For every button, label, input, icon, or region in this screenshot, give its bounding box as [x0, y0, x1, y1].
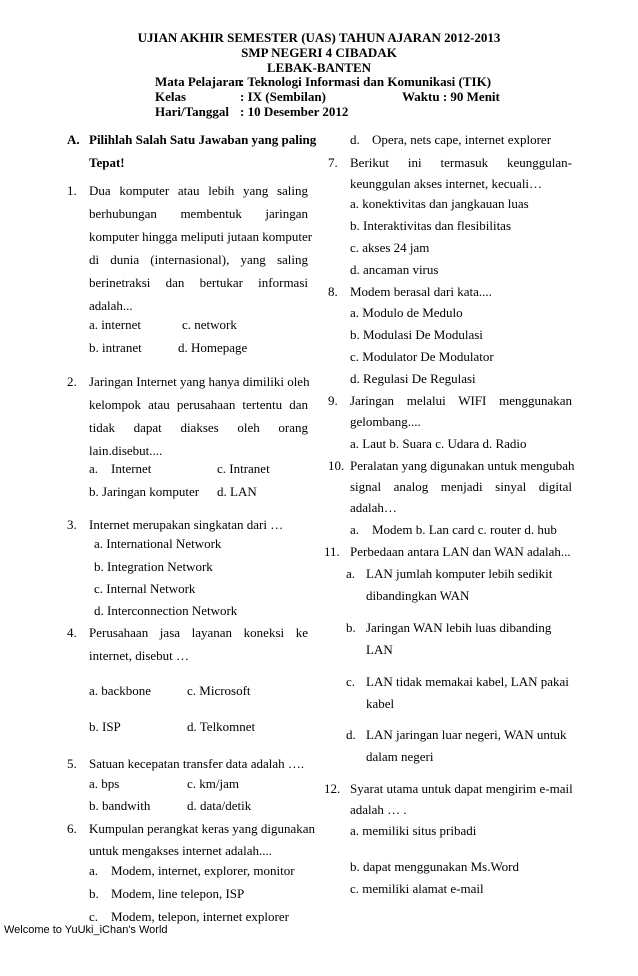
q7-option-a: a. konektivitas dan jangkauan luas: [350, 196, 529, 211]
q12-option-b: b. dapat menggunakan Ms.Word: [350, 859, 519, 874]
q3-stem: Internet merupakan singkatan dari …: [89, 517, 284, 532]
q10-stem-line: signal analog menjadi sinyal digital: [350, 479, 572, 494]
section-title-cont: Tepat!: [89, 155, 125, 170]
q3-number: 3.: [67, 517, 77, 532]
q2-number: 2.: [67, 374, 77, 389]
q2-option-b: b. Jaringan komputer: [89, 484, 200, 499]
section-title: Pilihlah Salah Satu Jawaban yang paling: [89, 132, 317, 147]
q4-stem-line: Perusahaan jasa layanan koneksi ke: [89, 625, 308, 640]
q4-number: 4.: [67, 625, 77, 640]
q1-stem-line: adalah...: [89, 298, 133, 313]
q4-option-a: a. backbone: [89, 683, 152, 698]
q11-option-a-cont: dibandingkan WAN: [366, 588, 470, 603]
q4-option-c: c. Microsoft: [187, 683, 251, 698]
q9-stem-line: Jaringan melalui WIFI menggunakan: [350, 393, 572, 408]
q6-option-b-letter: b.: [89, 886, 99, 901]
q11-option-a-letter: a.: [346, 566, 356, 581]
q5-number: 5.: [67, 756, 77, 771]
q1-stem-line: komputer hingga meliputi jutaan komputer: [89, 229, 313, 244]
school-name: SMP NEGERI 4 CIBADAK: [241, 45, 397, 60]
q1-stem-line: berhubungan membentuk jaringan: [89, 206, 308, 221]
q9-options: a. Laut b. Suara c. Udara d. Radio: [350, 436, 527, 451]
q1-stem-line: berinetraksi dan bertukar informasi: [89, 275, 308, 290]
date-label: Hari/Tanggal: [155, 104, 229, 119]
q11-option-c-cont: kabel: [366, 696, 395, 711]
q2-option-a: Internet: [111, 461, 152, 476]
q4-option-b: b. ISP: [89, 719, 121, 734]
q8-option-a: a. Modulo de Medulo: [350, 305, 463, 320]
q5-option-d: d. data/detik: [187, 798, 252, 813]
q4-option-d: d. Telkomnet: [187, 719, 256, 734]
q11-option-a: LAN jumlah komputer lebih sedikit: [366, 566, 553, 581]
q2-option-c: c. Intranet: [217, 461, 270, 476]
time-allotted: Waktu : 90 Menit: [402, 89, 500, 104]
q11-option-d-letter: d.: [346, 727, 356, 742]
q8-option-b: b. Modulasi De Modulasi: [350, 327, 483, 342]
exam-title: UJIAN AKHIR SEMESTER (UAS) TAHUN AJARAN 2012-2013: [137, 30, 501, 45]
q7-stem-line: Berikut ini termasuk keunggulan-: [350, 155, 572, 170]
q10-number: 10.: [328, 458, 345, 473]
q1-stem-line: Dua komputer atau lebih yang saling: [89, 183, 308, 198]
q7-option-b: b. Interaktivitas dan flesibilitas: [350, 218, 512, 233]
q2-stem-line: lain.disebut....: [89, 443, 163, 458]
q3-option-a: a. International Network: [94, 536, 222, 551]
q2-stem-line: kelompok atau perusahaan tertentu dan: [89, 397, 308, 412]
q1-option-d: d. Homepage: [178, 340, 248, 355]
q11-option-b-letter: b.: [346, 620, 356, 635]
q6-option-a: Modem, internet, explorer, monitor: [111, 863, 295, 878]
q6-option-c-letter: c.: [89, 909, 99, 924]
q2-option-a-letter: a.: [89, 461, 99, 476]
q5-stem: Satuan kecepatan transfer data adalah ….: [89, 756, 305, 771]
q3-option-c: c. Internal Network: [94, 581, 196, 596]
q8-stem: Modem berasal dari kata....: [350, 284, 492, 299]
class-label: Kelas: [155, 89, 187, 104]
q6-option-c: Modem, telepon, internet explorer: [111, 909, 289, 924]
q12-stem-line: adalah … .: [350, 802, 407, 817]
q6-stem-line: Kumpulan perangkat keras yang digunakan: [89, 821, 315, 836]
q2-option-d: d. LAN: [217, 484, 257, 499]
q12-stem-line: Syarat utama untuk dapat mengirim e-mail: [350, 781, 573, 796]
q6-option-d: Opera, nets cape, internet explorer: [372, 132, 552, 147]
q11-option-c-letter: c.: [346, 674, 356, 689]
q10-stem-line: Peralatan yang digunakan untuk mengubah: [350, 458, 575, 473]
q1-option-b: b. intranet: [89, 340, 142, 355]
q6-option-a-letter: a.: [89, 863, 99, 878]
q8-number: 8.: [328, 284, 338, 299]
q7-option-c: c. akses 24 jam: [350, 240, 430, 255]
q6-number: 6.: [67, 821, 77, 836]
q6-option-d-letter: d.: [350, 132, 360, 147]
q3-option-d: d. Interconnection Network: [94, 603, 238, 618]
q12-number: 12.: [324, 781, 341, 796]
q8-option-d: d. Regulasi De Regulasi: [350, 371, 476, 386]
q1-stem-line: di dunia (internasional), yang saling: [89, 252, 308, 267]
q2-stem-line: Jaringan Internet yang hanya dimiliki oleh: [89, 374, 310, 389]
q6-stem-line: untuk mengakses internet adalah....: [89, 843, 273, 858]
q3-option-b: b. Integration Network: [94, 559, 213, 574]
q4-stem-line: internet, disebut …: [89, 648, 190, 663]
q11-number: 11.: [324, 544, 340, 559]
q11-option-b: Jaringan WAN lebih luas dibanding: [366, 620, 552, 635]
q5-option-c: c. km/jam: [187, 776, 239, 791]
q1-number: 1.: [67, 183, 77, 198]
q11-option-d: LAN jaringan luar negeri, WAN untuk: [366, 727, 567, 742]
q7-option-d: d. ancaman virus: [350, 262, 439, 277]
class-value: : IX (Sembilan): [240, 89, 326, 104]
q1-option-c: c. network: [182, 317, 237, 332]
q7-stem-line: keunggulan akses internet, kecuali…: [350, 176, 543, 191]
q5-option-b: b. bandwith: [89, 798, 151, 813]
q11-option-b-cont: LAN: [366, 642, 393, 657]
q10-stem-line: adalah…: [350, 500, 397, 515]
date-value: : 10 Desember 2012: [240, 104, 349, 119]
q9-number: 9.: [328, 393, 338, 408]
subject-value: : Teknologi Informasi dan Komunikasi (TIK): [240, 74, 492, 89]
q11-option-c: LAN tidak memakai kabel, LAN pakai: [366, 674, 569, 689]
q2-stem-line: tidak dapat diakses oleh orang: [89, 420, 308, 435]
q10-options: Modem b. Lan card c. router d. hub: [372, 522, 557, 537]
q12-option-a: a. memiliki situs pribadi: [350, 823, 477, 838]
q11-option-d-cont: dalam negeri: [366, 749, 434, 764]
q10-options-letter: a.: [350, 522, 360, 537]
q7-number: 7.: [328, 155, 338, 170]
q6-option-b: Modem, line telepon, ISP: [111, 886, 245, 901]
school-location: LEBAK-BANTEN: [266, 60, 372, 75]
subject-label: Mata Pelajaran: [155, 74, 243, 89]
section-letter: A.: [67, 132, 80, 147]
q11-stem: Perbedaan antara LAN dan WAN adalah...: [350, 544, 571, 559]
q12-option-c: c. memiliki alamat e-mail: [350, 881, 484, 896]
q1-option-a: a. internet: [89, 317, 141, 332]
q9-stem-line: gelombang....: [350, 414, 421, 429]
footer-text: Welcome to YuUki_iChan's World: [4, 924, 168, 936]
q8-option-c: c. Modulator De Modulator: [350, 349, 494, 364]
q5-option-a: a. bps: [89, 776, 120, 791]
